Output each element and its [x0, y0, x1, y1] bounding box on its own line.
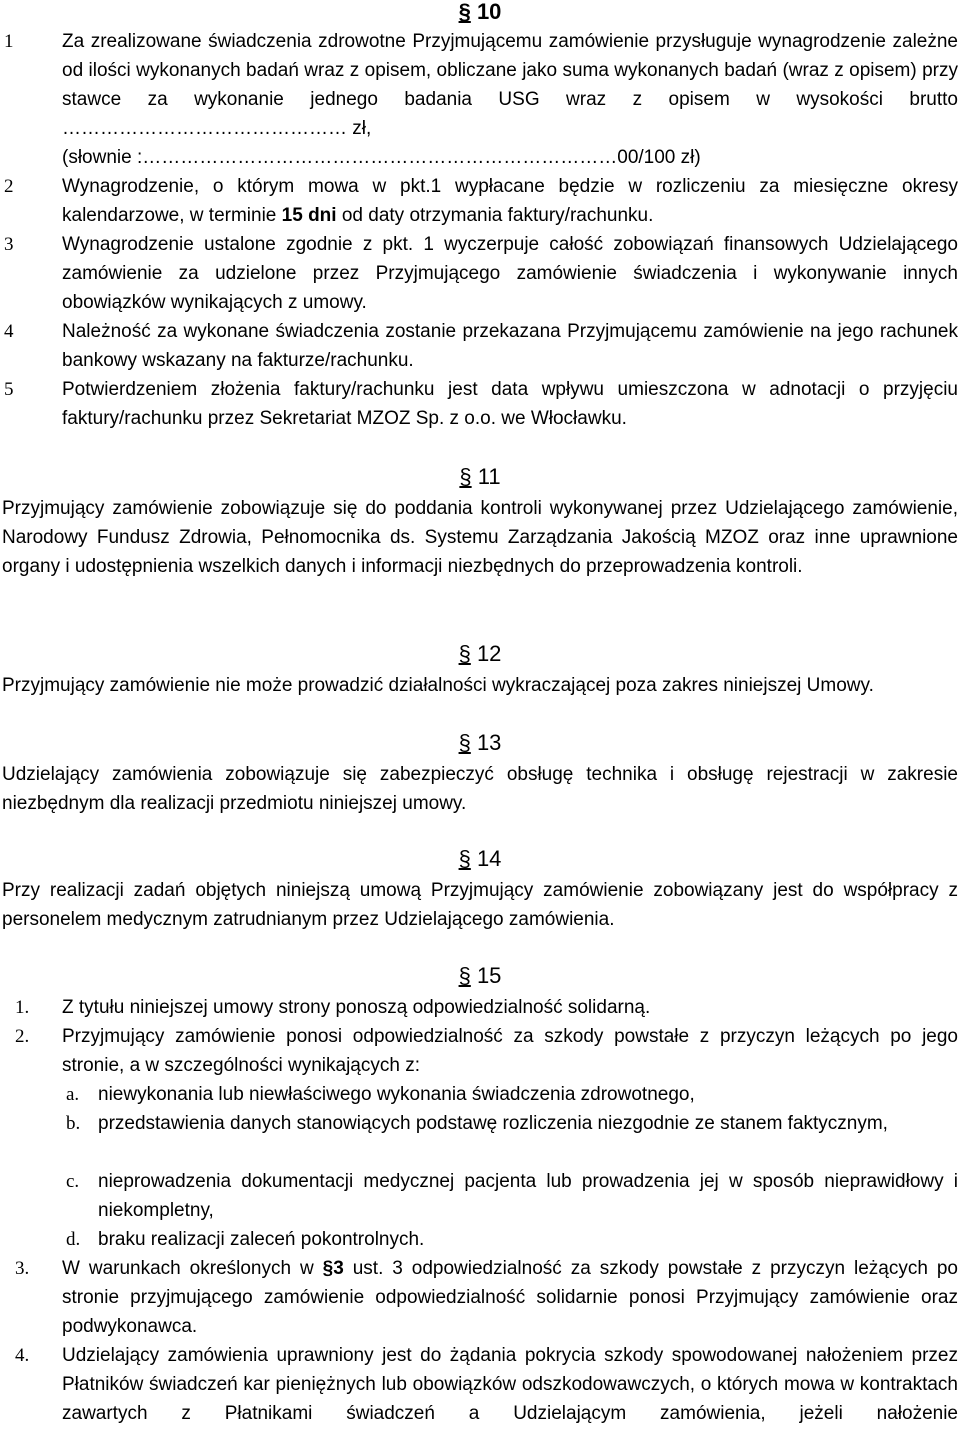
sub-letter: c. — [66, 1171, 80, 1192]
list-number: 1 — [4, 31, 14, 52]
sub-letter: d. — [66, 1229, 81, 1250]
s15-item-2: Przyjmujący zamówienie ponosi odpowiedzialność za szkody powstałe z przyczyn leżących po jego stronie, a w szczególności wynikających z: — [62, 1026, 958, 1076]
s15-item-1: Z tytułu niniejszej umowy strony ponoszą odpowiedzialność solidarną. — [62, 997, 651, 1018]
s15-item-3: W warunkach określonych w §3 ust. 3 odpowiedzialność za szkody powstałe z przyczyn leżących po stronie przyjmującego zamówienie odpowiedzialność solidarnie ponosi Przyjmujący zamówienie oraz podwykonawca. — [62, 1258, 958, 1337]
s14-text: Przy realizacji zadań objętych niniejszą umową Przyjmujący zamówienie zobowiązany jest do współpracy z personelem medycznym zatrudnianym przez Udzielającego zamówienia. — [2, 880, 958, 930]
s11-text: Przyjmujący zamówienie zobowiązuje się do poddania kontroli wykonywanej przez Udzielającego zamówienie, Narodowy Fundusz Zdrowia, Pełnomocnika ds. Systemu Zarządzania Jakością MZOZ oraz inne uprawnione organy i udostępnienia wszelkich danych i informacji niezbędnych do przeprowadzenia kontroli. — [2, 498, 958, 577]
list-number: 2 — [4, 176, 14, 197]
s15-item-2-sub-b: przedstawienia danych stanowiących podstawę rozliczenia niezgodnie ze stanem faktycznym, — [98, 1113, 888, 1134]
list-number: 4 — [4, 321, 14, 342]
s10-item-1-words: (słownie :…………………………………………………………………00/100 zł) — [62, 147, 701, 168]
section-heading-13: § 13 — [458, 730, 502, 755]
s15-item-2-sub-c: nieprowadzenia dokumentacji medycznej pacjenta lub prowadzenia jej w sposób nieprawidłowy i niekompletny, — [98, 1171, 958, 1221]
list-number: 3. — [15, 1258, 30, 1279]
s15-item-2-sub-d: braku realizacji zaleceń pokontrolnych. — [98, 1229, 425, 1250]
list-number: 1. — [15, 997, 30, 1018]
s10-item-5: Potwierdzeniem złożenia faktury/rachunku jest data wpływu umieszczona w adnotacji o przyjęciu faktury/rachunku przez Sekretariat MZOZ Sp. z o.o. we Włocławku. — [62, 379, 958, 429]
s13-text: Udzielający zamówienia zobowiązuje się zabezpieczyć obsługę technika i obsługę rejestracji w zakresie niezbędnym dla realizacji przedmiotu niniejszej umowy. — [2, 764, 958, 814]
list-number: 2. — [15, 1026, 30, 1047]
section-heading-14: § 14 — [458, 846, 502, 871]
s10-item-1: Za zrealizowane świadczenia zdrowotne Przyjmującemu zamówienie przysługuje wynagrodzenie zależne od ilości wykonanych badań wraz z opisem, obliczane jako suma wykonanych badań (wraz z opisem) przy stawce za wykonanie jednego badania USG wraz z opisem w wysokości brutto ……………………………………… zł, — [62, 31, 958, 139]
list-number: 4. — [15, 1345, 30, 1366]
s10-item-3: Wynagrodzenie ustalone zgodnie z pkt. 1 wyczerpuje całość zobowiązań finansowych Udzielającego zamówienie za udzielone przez Przyjmującego zamówienie świadczenia i wykonywanie innych obowiązków wynikających z umowy. — [62, 234, 958, 313]
section-heading-11: § 11 — [459, 464, 501, 489]
s12-text: Przyjmujący zamówienie nie może prowadzić działalności wykraczającej poza zakres niniejszej Umowy. — [2, 675, 874, 696]
s15-item-4: Udzielający zamówienia uprawniony jest do żądania pokrycia szkody spowodowanej nałożeniem przez Płatników świadczeń kar pieniężnych lub obowiązków odszkodowawczych, o których mowa w kontraktach zawartych z Płatnikami świadczeń a Udzielającym zamówienia, jeżeli nałożenie — [62, 1345, 958, 1424]
list-number: 3 — [4, 234, 14, 255]
sub-letter: a. — [66, 1084, 80, 1105]
list-number: 5 — [4, 379, 14, 400]
sub-letter: b. — [66, 1113, 81, 1134]
s15-item-2-sub-a: niewykonania lub niewłaściwego wykonania świadczenia zdrowotnego, — [98, 1084, 695, 1105]
section-heading-10: § 10 — [458, 0, 502, 24]
s10-item-2: Wynagrodzenie, o którym mowa w pkt.1 wypłacane będzie w rozliczeniu za miesięczne okresy kalendarzowe, w terminie 15 dni od daty otrzymania faktury/rachunku. — [62, 176, 958, 226]
section-heading-12: § 12 — [458, 641, 502, 666]
s10-item-4: Należność za wykonane świadczenia zostanie przekazana Przyjmującemu zamówienie na jego rachunek bankowy wskazany na fakturze/rachunku. — [62, 321, 958, 371]
section-heading-15: § 15 — [458, 963, 502, 988]
